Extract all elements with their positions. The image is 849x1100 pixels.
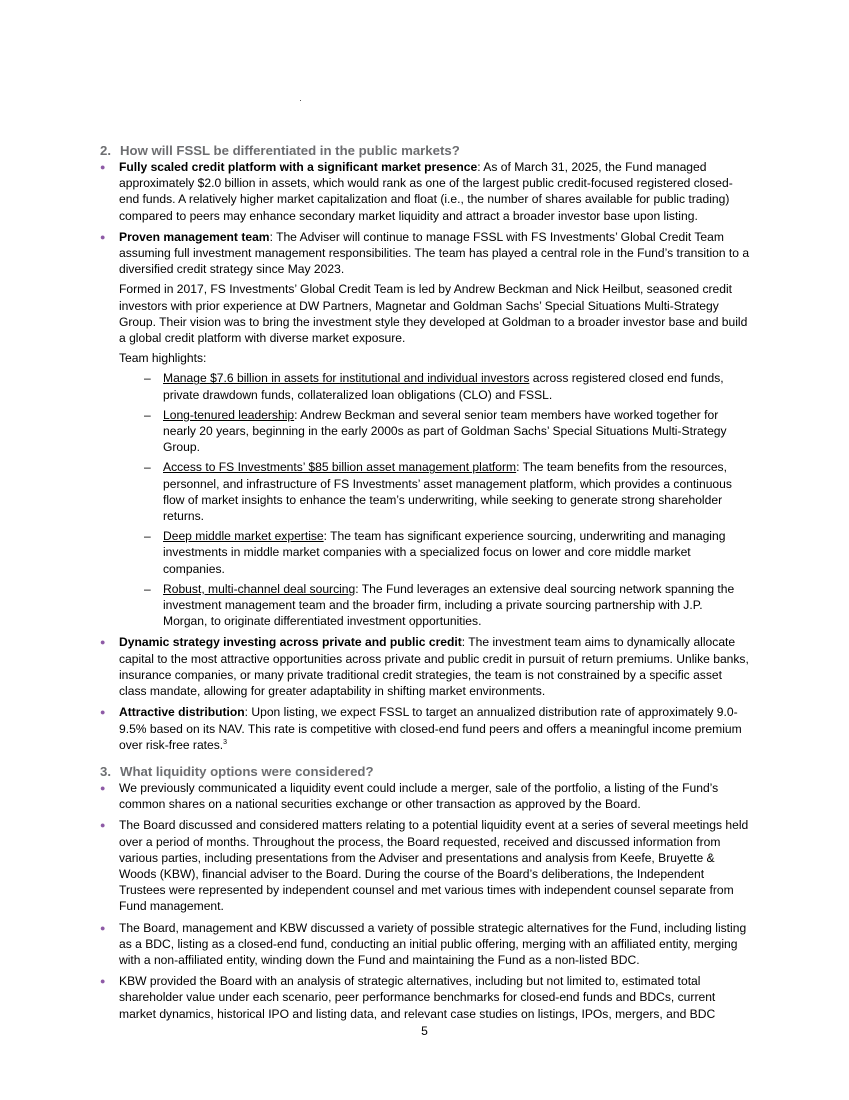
bullet-text: The Board discussed and considered matters relating to a potential liquidity event at a series of several meetings held over a period of months. Throughout the process, the Board requested, received and discussed information from various parties, including presentations from the Adviser and presentations and analysis from Keefe, Bruyette & Woods (KBW), financial adviser to the Board. During the course of the Board’s deliberations, the Independent Trustees were represented by independent counsel and met various times with independent counsel separate from Fund management. bbox=[119, 818, 749, 914]
bullet-dot-icon: ● bbox=[100, 782, 106, 793]
bullet-dot-icon: ● bbox=[100, 922, 106, 933]
paragraph: Formed in 2017, FS Investments’ Global Credit Team is led by Andrew Beckman and Nick Heilbut, seasoned credit investors with prior experience at DW Partners, Magnetar and Goldman Sachs’ Special Situations Multi-Strategy Group. Their vision was to bring the investment style they developed at Goldman to a broader investor base and build a global credit platform with diverse market exposure. bbox=[119, 282, 748, 346]
stray-mark bbox=[300, 100, 301, 101]
bullet-lead: Proven management team bbox=[119, 229, 270, 244]
bullet-item bbox=[100, 920, 750, 969]
bullet-text: KBW provided the Board with an analysis of strategic alternatives, including but not limited to, estimated total shareholder value under each scenario, peer performance benchmarks for closed-end funds and BDCs, current market dynamics, historical IPO and listing data, and relevant case studies on listings, IPOs, mergers, and BDC bbox=[119, 974, 716, 1021]
bullet-item bbox=[100, 634, 750, 699]
bullet-item bbox=[100, 159, 750, 224]
section-3-heading bbox=[100, 763, 750, 780]
highlight-text: : The team benefits from the resources, personnel, and infrastructure of FS Investments’ asset management platform, which provides a continuous flow of market insights to enhance the team’s underwriting, while seeking to generate strong shareholder returns. bbox=[163, 460, 732, 524]
section-number: 3. bbox=[100, 763, 111, 779]
bullet-dot-icon: ● bbox=[100, 637, 106, 648]
highlight-title: Access to FS Investments’ $85 billion asset management platform bbox=[163, 460, 517, 475]
bullet-item bbox=[100, 704, 750, 753]
page-number: 5 bbox=[421, 1024, 428, 1038]
bullet-dot-icon: ● bbox=[100, 820, 106, 831]
highlight-text: across registered closed end funds, private drawdown funds, collateralized loan obligations (CLO) and FSSL. bbox=[163, 371, 724, 402]
dash-icon: – bbox=[144, 460, 151, 475]
bullet-text: : As of March 31, 2025, the Fund managed approximately $2.0 billion in assets, which would rank as one of the largest public credit-focused registered closed-end funds. A relatively higher market capitalization and float (i.e., the number of shares available for public trading) compared to peers may enhance secondary market liquidity and attract a broader investor base upon listing. bbox=[119, 160, 733, 223]
dash-item bbox=[119, 407, 750, 456]
dash-icon: – bbox=[144, 581, 151, 596]
dash-item bbox=[119, 528, 750, 577]
dash-item bbox=[119, 370, 750, 402]
highlight-title: Deep middle market expertise bbox=[163, 529, 324, 544]
dash-icon: – bbox=[144, 407, 151, 422]
bullet-item bbox=[100, 229, 750, 630]
bullet-item bbox=[100, 973, 750, 1022]
paragraph: Team highlights: bbox=[119, 351, 207, 366]
bullet-dot-icon: ● bbox=[100, 707, 106, 718]
highlight-title: Robust, multi-channel deal sourcing bbox=[163, 581, 356, 596]
bullet-dot-icon: ● bbox=[100, 162, 106, 172]
bullet-text: We previously communicated a liquidity event could include a merger, sale of the portfolio, a listing of the Fund’s common shares on a national securities exchange or other transaction as approved by the Board. bbox=[119, 780, 719, 812]
bullet-text: : Upon listing, we expect FSSL to target an annualized distribution rate of approximately 9.0-9.5% based on its NAV. This rate is competitive with closed-end fund peers and offers a meaningful income premium over risk-free rates. bbox=[119, 705, 742, 752]
section-number: 2. bbox=[100, 143, 111, 158]
bullet-lead: Attractive distribution bbox=[119, 705, 245, 720]
dash-icon: – bbox=[144, 529, 151, 544]
page-content bbox=[100, 142, 750, 1027]
dash-item bbox=[119, 581, 750, 630]
bullet-dot-icon: ● bbox=[100, 231, 106, 242]
highlight-text: : The Fund leverages an extensive deal sourcing network spanning the investment management team and the broader firm, including a private sourcing partnership with J.P. Morgan, to originate differentiated investment opportunities. bbox=[163, 581, 735, 629]
bullet-item bbox=[100, 817, 750, 914]
dash-icon: – bbox=[144, 371, 151, 386]
bullet-text: : The Adviser will continue to manage FSSL with FS Investments’ Global Credit Team assuming full investment management responsibilities. The team has played a central role in the Fund’s transition to a diversified credit strategy since May 2023. bbox=[119, 229, 750, 277]
bullet-dot-icon: ● bbox=[100, 976, 106, 987]
footnote-ref: 3 bbox=[223, 738, 228, 746]
highlight-title: Manage $7.6 billion in assets for institutional and individual investors bbox=[163, 371, 530, 386]
dash-item bbox=[119, 459, 750, 524]
bullet-lead: Fully scaled credit platform with a significant market presence bbox=[119, 160, 478, 174]
bullet-lead: Dynamic strategy investing across private and public credit bbox=[119, 635, 462, 650]
bullet-text: : The investment team aims to dynamically allocate capital to the most attractive opportunities across private and public credit in pursuit of return premiums. Unlike banks, insurance companies, or many private traditional credit strategies, the team is not constrained by a specific asset class mandate, allowing for greater adaptability in shifting market environments. bbox=[119, 635, 749, 699]
bullet-text: The Board, management and KBW discussed a variety of possible strategic alternatives for the Fund, including listing as a BDC, listing as a closed-end fund, conducting an initial public offering, merging with an affiliated entity, merging with a non-affiliated entity, winding down the Fund and maintaining the Fund as a non-listed BDC. bbox=[119, 920, 747, 967]
highlight-text: : Andrew Beckman and several senior team members have worked together for nearly 20 years, beginning in the early 2000s as part of Goldman Sachs’ Special Situations Multi-Strategy Group. bbox=[163, 407, 727, 455]
section-2-heading bbox=[100, 142, 750, 159]
highlight-title: Long-tenured leadership bbox=[163, 407, 295, 422]
section-title: What liquidity options were considered? bbox=[120, 763, 374, 779]
bullet-item bbox=[100, 780, 750, 812]
highlight-text: : The team has significant experience sourcing, underwriting and managing investments in middle market companies with a specialized focus on lower and core middle market companies. bbox=[163, 529, 726, 576]
section-title: How will FSSL be differentiated in the public markets? bbox=[120, 143, 460, 158]
